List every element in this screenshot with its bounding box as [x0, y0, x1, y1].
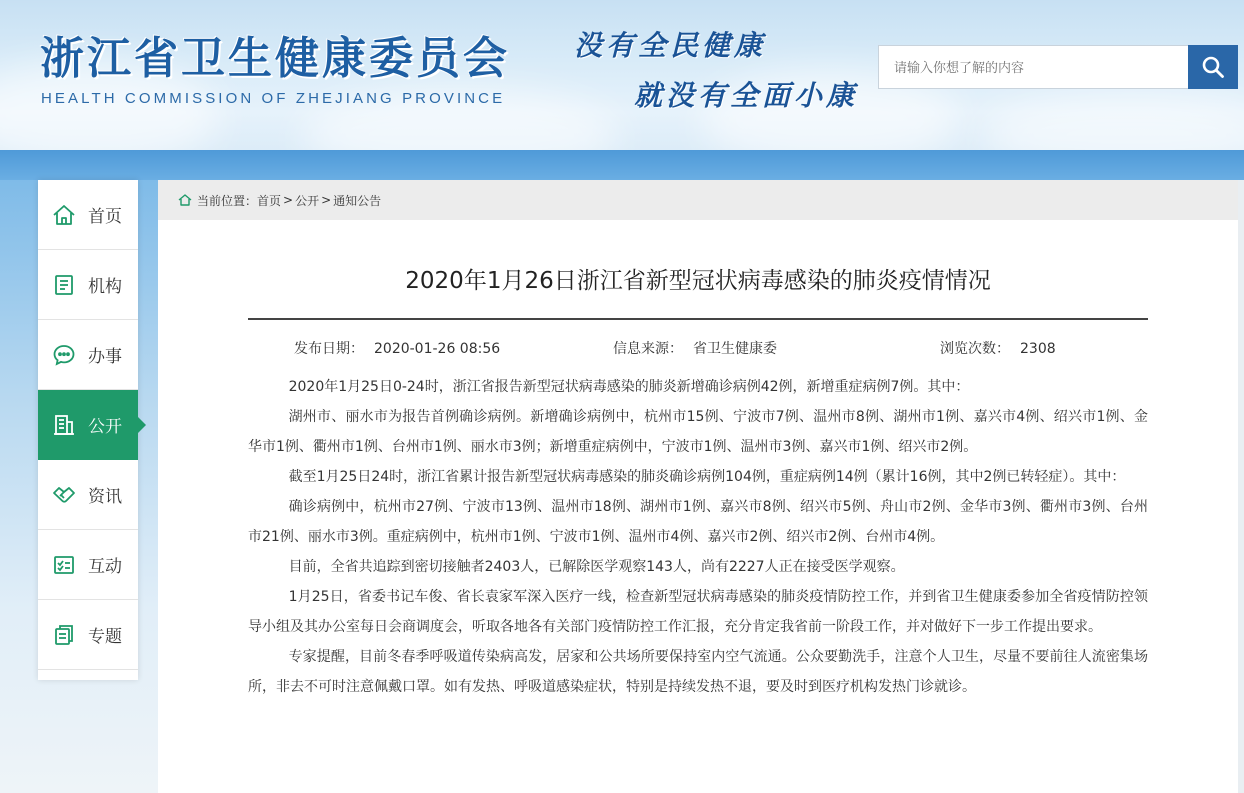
sidebar-item-home[interactable]: [38, 180, 138, 250]
article-paragraph: 目前，全省共追踪到密切接触者2403人，已解除医学观察143人，尚有2227人正在接受医学观察。: [288, 559, 905, 575]
sidebar-item-label: 资讯: [88, 487, 122, 507]
chat-icon: [52, 343, 76, 367]
view-count-label: 浏览次数：: [940, 341, 1010, 357]
article-meta: [248, 338, 1148, 358]
view-count: [940, 338, 1056, 358]
sidebar-item-services[interactable]: [38, 320, 138, 390]
sidebar-item-label: 专题: [88, 627, 122, 647]
sidebar-item-news[interactable]: [38, 460, 138, 530]
search-button[interactable]: [1188, 45, 1238, 89]
header-band: [0, 150, 1244, 180]
search-icon: [1201, 55, 1225, 79]
article-paragraph: 专家提醒，目前冬春季呼吸道传染病高发，居家和公共场所要保持室内空气流通。公众要勤洗手，注意个人卫生，尽量不要前往人流密集场所，非去不可时注意佩戴口罩。如有发热、呼吸道感染症状，特别是持续发热不退，要及时到医疗机构发热门诊就诊。: [248, 649, 1148, 695]
sidebar-item-topics[interactable]: [38, 600, 138, 670]
sidebar-item-label: 首页: [88, 207, 122, 227]
site-header: [0, 0, 1244, 150]
search-input[interactable]: [878, 45, 1189, 89]
home-icon: [52, 203, 76, 227]
breadcrumb-public[interactable]: 公开: [295, 193, 320, 208]
building-icon: [52, 413, 76, 437]
info-source-label: 信息来源：: [613, 341, 683, 357]
files-icon: [52, 623, 76, 647]
sidebar-nav: [38, 180, 138, 680]
publish-date-value: 2020-01-26 08:56: [374, 341, 501, 357]
title-divider: [248, 318, 1148, 320]
breadcrumb-separator: >: [321, 193, 332, 207]
location-home-icon: [178, 194, 192, 206]
article-paragraph: 2020年1月25日0-24时，浙江省报告新型冠状病毒感染的肺炎新增确诊病例42例，新增重症病例7例。其中：: [288, 379, 970, 395]
breadcrumb-prefix: 当前位置：: [197, 193, 258, 208]
slogan-line-1: 没有全民健康: [574, 29, 767, 62]
info-source: [613, 338, 777, 358]
breadcrumb-home[interactable]: 首页: [257, 193, 282, 208]
article-title: 2020年1月26日浙江省新型冠状病毒感染的肺炎疫情情况: [405, 268, 991, 294]
sidebar-item-organization[interactable]: [38, 250, 138, 320]
sidebar-item-public[interactable]: [38, 390, 138, 460]
publish-date: [294, 338, 500, 358]
handshake-icon: [52, 483, 76, 507]
sidebar-item-label: 办事: [88, 347, 122, 367]
breadcrumb-notices[interactable]: 通知公告: [333, 193, 382, 208]
article-body: [248, 372, 1148, 702]
article-paragraph: 确诊病例中，杭州市27例、宁波市13例、温州市18例、湖州市1例、嘉兴市8例、绍兴市5例、舟山市2例、金华市3例、衢州市3例、台州市21例、丽水市3例。重症病例中，杭州市1例、宁波市1例、温州市4例、嘉兴市2例、绍兴市2例、台州市4例。: [248, 499, 1148, 545]
breadcrumb: [158, 180, 1238, 220]
main-content: [158, 180, 1238, 793]
article-paragraph: 截至1月25日24时，浙江省累计报告新型冠状病毒感染的肺炎确诊病例104例，重症病例14例（累计16例，其中2例已转轻症）。其中：: [288, 469, 1126, 485]
site-subtitle: HEALTH COMMISSION OF ZHEJIANG PROVINCE: [41, 90, 506, 107]
article-paragraph: 湖州市、丽水市为报告首例确诊病例。新增确诊病例中，杭州市15例、宁波市7例、温州市8例、湖州市1例、嘉兴市4例、绍兴市1例、金华市1例、衢州市1例、台州市1例、丽水市3例；新增重症病例中，宁波市1例、温州市3例、嘉兴市1例、绍兴市2例。: [248, 409, 1148, 455]
sidebar-item-label: 公开: [88, 417, 122, 437]
info-source-value: 省卫生健康委: [693, 341, 777, 357]
publish-date-label: 发布日期：: [294, 341, 364, 357]
document-icon: [52, 273, 76, 297]
site-title[interactable]: 浙江省卫生健康委员会: [40, 33, 510, 84]
slogan-line-2: 就没有全面小康: [634, 79, 859, 112]
sidebar-item-interaction[interactable]: [38, 530, 138, 600]
article-paragraph: 1月25日，省委书记车俊、省长袁家军深入医疗一线，检查新型冠状病毒感染的肺炎疫情防控工作，并到省卫生健康委参加全省疫情防控领导小组及其办公室每日会商调度会，听取各地各有关部门疫情防控工作汇报，充分肯定我省前一阶段工作，并对做好下一步工作提出要求。: [248, 589, 1148, 635]
sidebar-item-label: 互动: [88, 557, 122, 577]
breadcrumb-separator: >: [283, 193, 294, 207]
sidebar-item-label: 机构: [88, 277, 122, 297]
checklist-icon: [52, 553, 76, 577]
scrollbar-track[interactable]: [1238, 180, 1244, 793]
view-count-value: 2308: [1020, 341, 1056, 357]
